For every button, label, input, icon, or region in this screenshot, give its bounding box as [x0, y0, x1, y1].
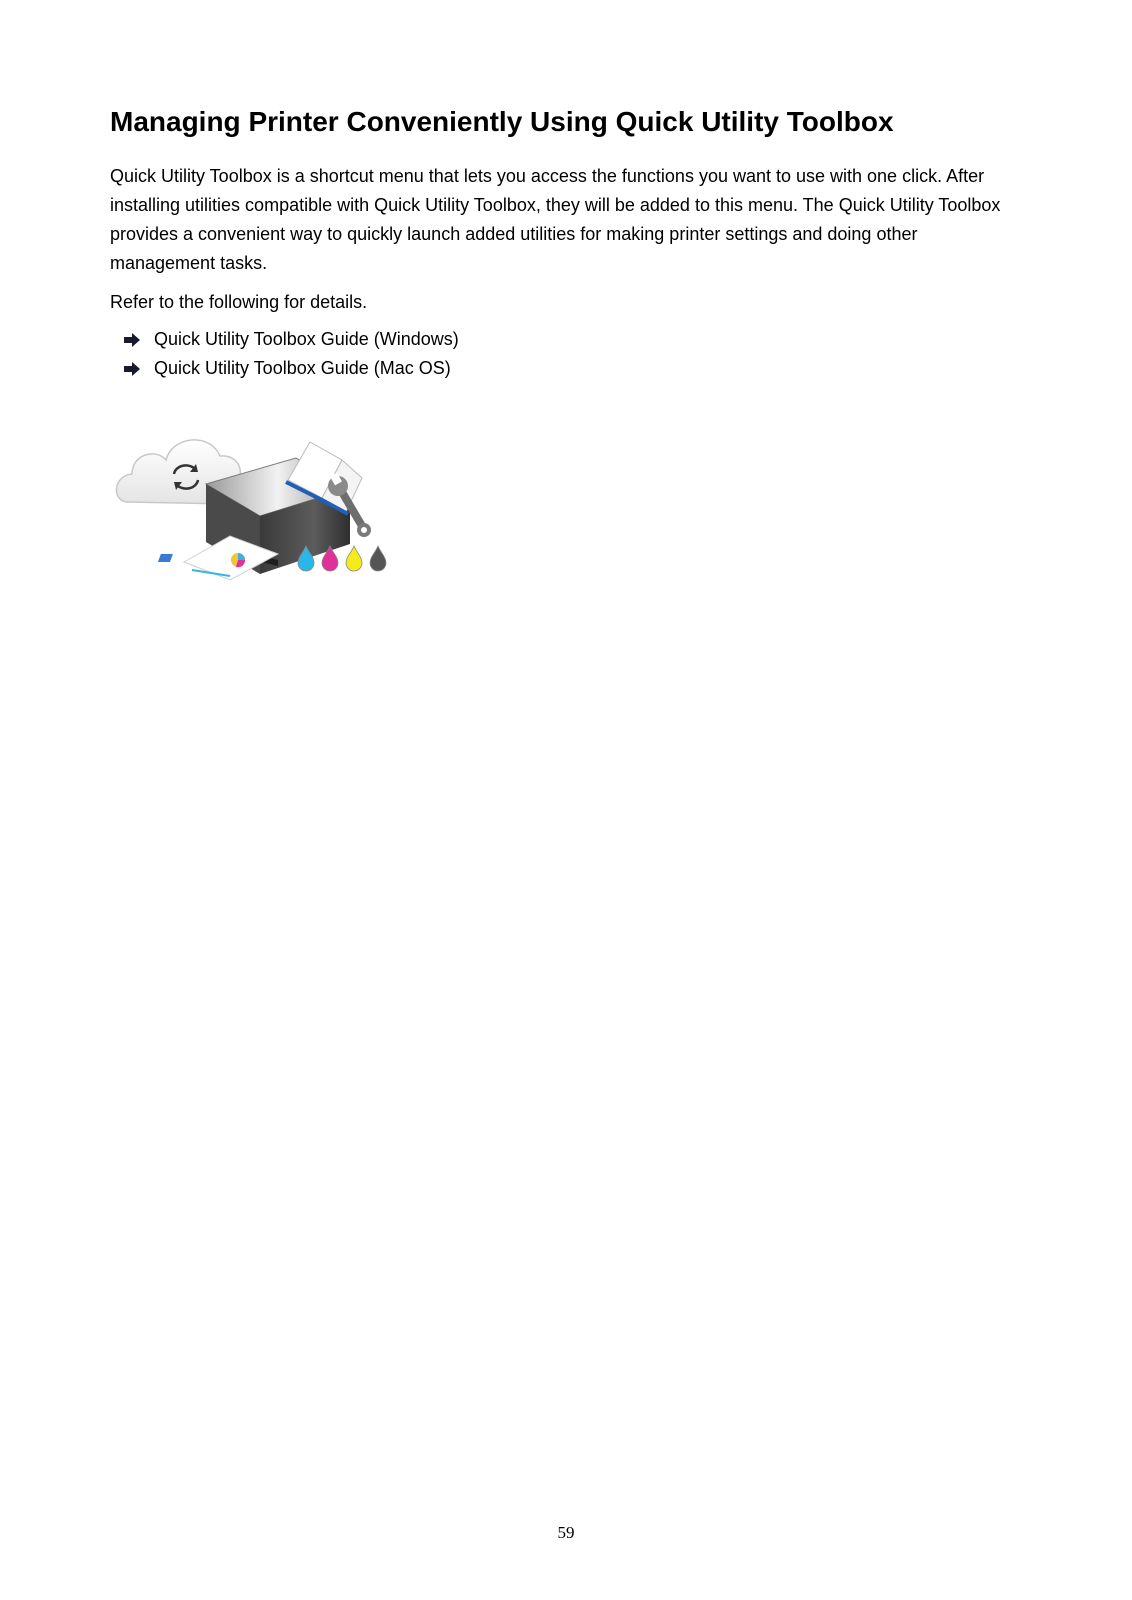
guide-link-label[interactable]: Quick Utility Toolbox Guide (Mac OS) [154, 358, 451, 378]
refer-text: Refer to the following for details. [110, 292, 368, 312]
arrow-right-icon [124, 362, 140, 376]
guide-link-windows[interactable] [124, 325, 459, 354]
page-title: Managing Printer Conveniently Using Quick Utility Toolbox [110, 106, 894, 137]
arrow-right-icon [124, 333, 140, 347]
guide-link-mac[interactable] [124, 354, 459, 383]
guide-link-label[interactable]: Quick Utility Toolbox Guide (Windows) [154, 329, 459, 349]
page-number: 59 [557, 1523, 575, 1542]
ink-drop-icon [370, 546, 386, 571]
intro-paragraph: Quick Utility Toolbox is a shortcut menu that lets you access the functions you want to use with one click. After installing utilities compatible with Quick Utility Toolbox, they will be added to this menu. The Quick Utility Toolbox provides a convenient way to quickly launch added utilities for making printer settings and doing other management tasks. [110, 166, 1001, 273]
guide-link-list [124, 325, 459, 383]
printer-illustration [110, 430, 400, 590]
ink-drop-icon [346, 546, 362, 571]
